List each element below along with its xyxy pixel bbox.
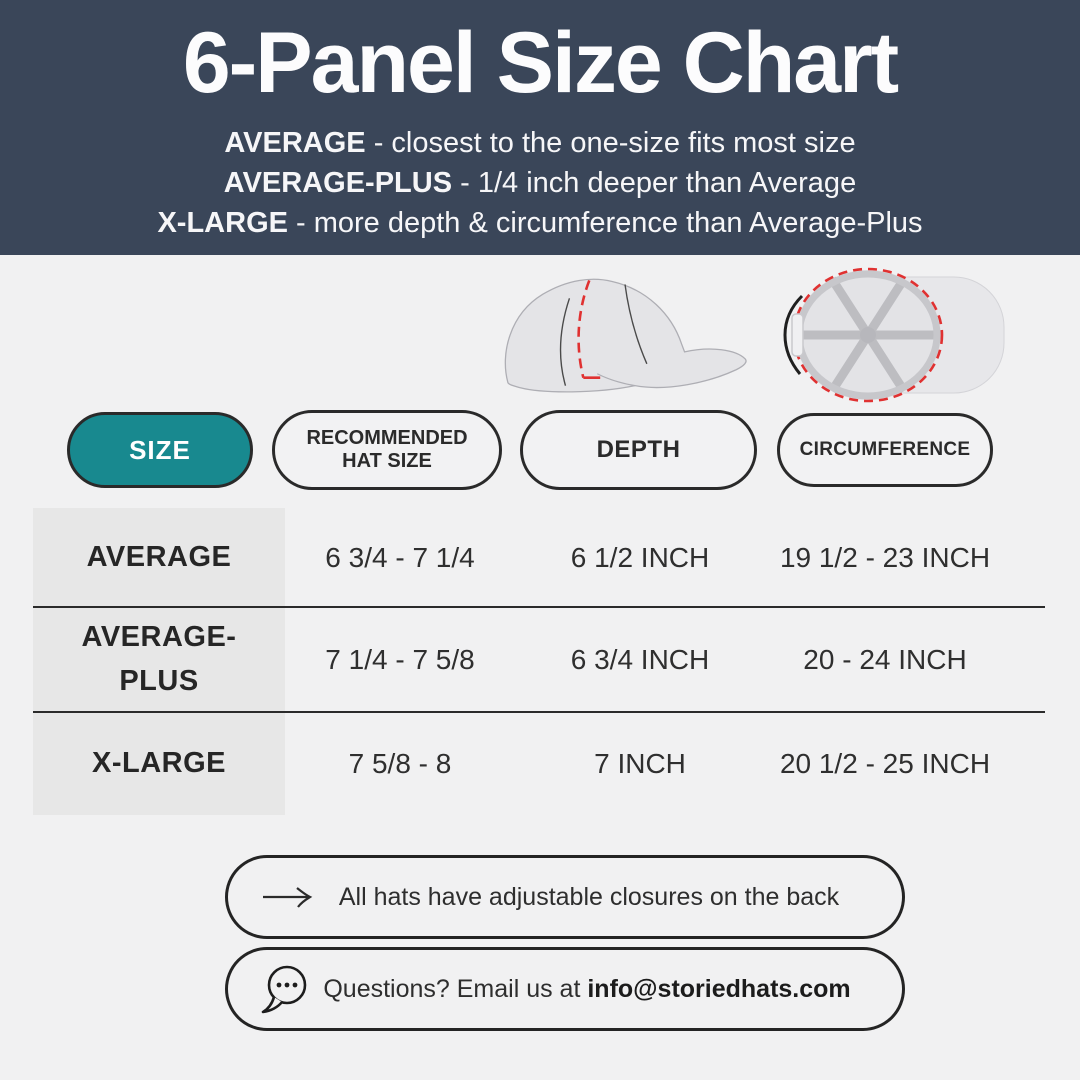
cap-top-view-circumference-illustration (780, 258, 1010, 408)
cell-size: AVERAGE-PLUS (81, 621, 237, 697)
cell-size: AVERAGE (86, 540, 232, 573)
note-adjustable-closures (225, 855, 905, 939)
legend-line-average-plus: AVERAGE-PLUS - 1/4 inch deeper than Average (223, 167, 857, 199)
column-header-circumference: CIRCUMFERENCE (777, 413, 993, 487)
cap-side-view-depth-illustration (498, 266, 756, 411)
cell-circumference: 19 1/2 - 23 INCH (779, 541, 991, 573)
cell-hat-size: 7 5/8 - 8 (348, 747, 452, 779)
cell-size: X-LARGE (92, 746, 226, 779)
column-header-recommended-hat-size: RECOMMENDED HAT SIZE (272, 410, 502, 490)
page-title: 6-Panel Size Chart (182, 15, 898, 111)
closure-strap (792, 314, 803, 356)
table-row-x-large (33, 712, 1005, 815)
cell-depth: 7 INCH (594, 747, 686, 779)
cell-depth: 6 1/2 INCH (570, 541, 710, 573)
contact-text: Questions? Email us at info@storiedhats.com (323, 974, 851, 1003)
note-contact (225, 947, 905, 1031)
column-header-size: SIZE (67, 412, 253, 488)
table-row-average-plus (33, 607, 1005, 712)
legend-line-average: AVERAGE - closest to the one-size fits most size (224, 127, 856, 159)
crown-button (860, 327, 876, 343)
legend-line-x-large: X-LARGE - more depth & circumference than Average-Plus (157, 207, 923, 239)
cell-depth: 6 3/4 INCH (570, 643, 710, 675)
column-header-depth: DEPTH (520, 410, 757, 490)
cell-circumference: 20 - 24 INCH (803, 643, 967, 675)
chat-bubble-icon (260, 962, 312, 1016)
cell-circumference: 20 1/2 - 25 INCH (779, 747, 991, 779)
right-arrow-icon (260, 884, 316, 910)
note-text: All hats have adjustable closures on the back (338, 882, 840, 911)
cell-hat-size: 7 1/4 - 7 5/8 (325, 643, 475, 675)
table-row-average (33, 508, 1005, 607)
cell-hat-size: 6 3/4 - 7 1/4 (325, 541, 475, 573)
cap-body (505, 279, 746, 392)
size-legend (0, 123, 1080, 243)
contact-email: info@storiedhats.com (587, 974, 851, 1003)
header-band (0, 0, 1080, 255)
